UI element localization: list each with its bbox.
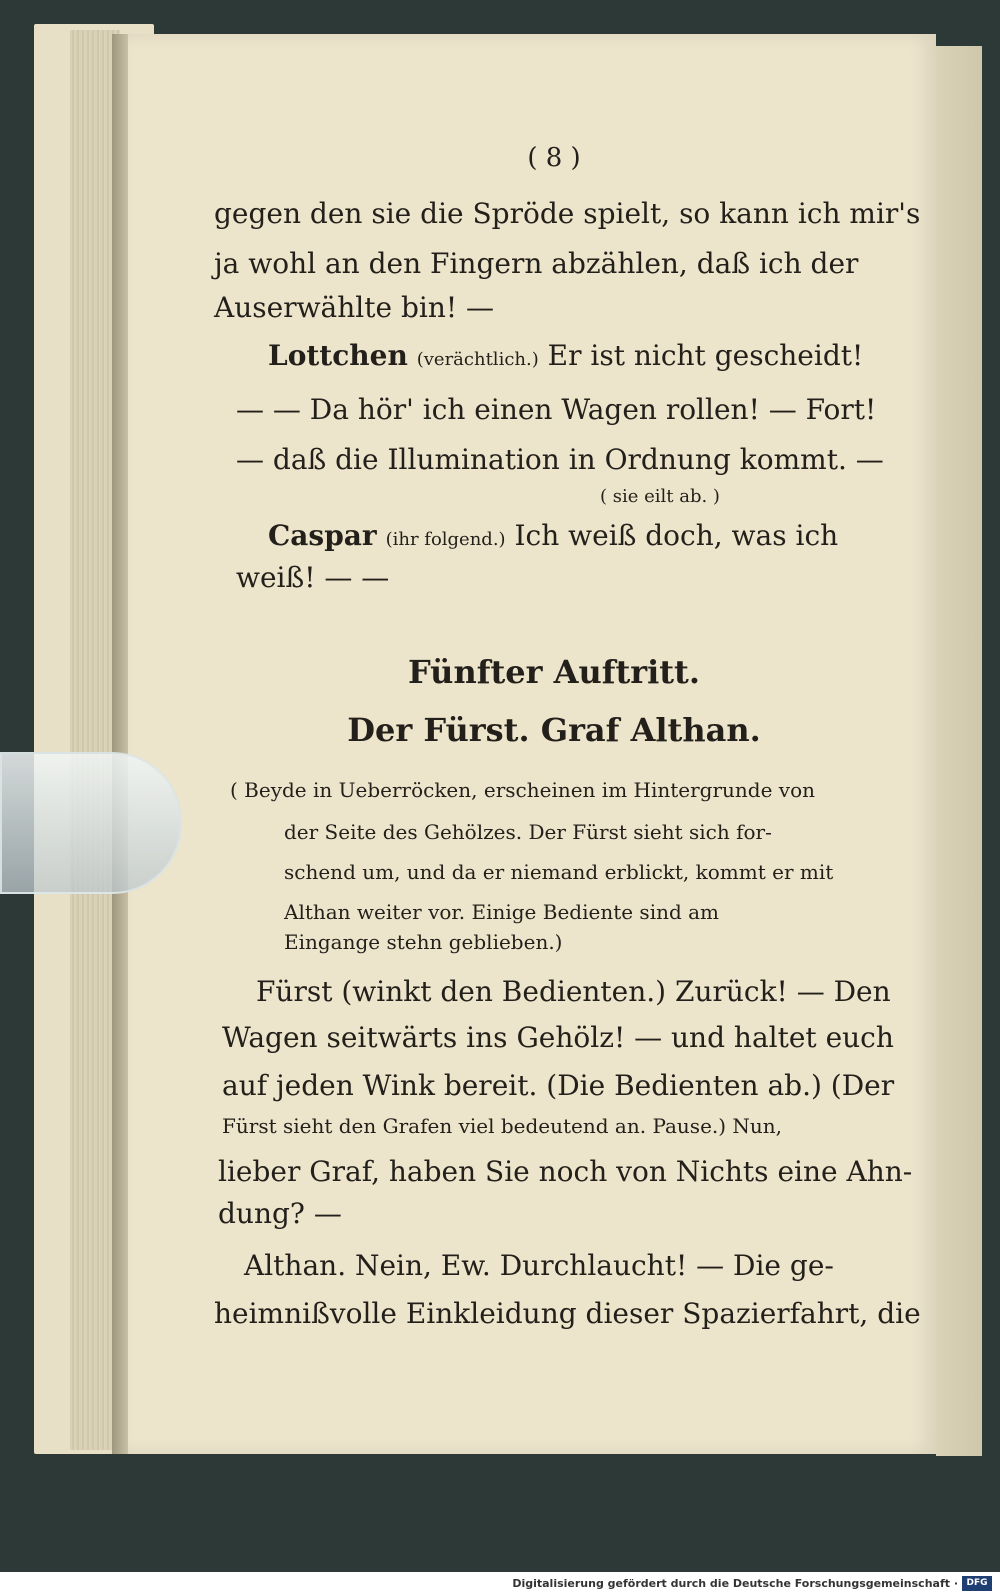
stage-direction-line: schend um, und da er niemand erblickt, kommt er mit (284, 860, 834, 884)
scene-title: Fünfter Auftritt. (408, 653, 700, 691)
scene-characters: Der Fürst. Graf Althan. (347, 711, 761, 749)
text-line: — — Da hör' ich einen Wagen rollen! — Fort! (236, 393, 877, 426)
text-line: Fürst (winkt den Bedienten.) Zurück! — Den (256, 975, 891, 1008)
caspar-speech (268, 519, 888, 552)
text-line: Auserwählte bin! — (214, 291, 495, 324)
text-line: — daß die Illumination in Ordnung kommt. — (236, 443, 884, 476)
text-line: ja wohl an den Fingern abzählen, daß ich der (214, 247, 859, 280)
text-line: weiß! — — (236, 561, 390, 594)
speaker-name: Lottchen (268, 339, 408, 372)
dfg-logo: DFG (962, 1576, 992, 1591)
stage-direction: (ihr folgend.) (385, 529, 506, 550)
lottchen-speech (268, 339, 888, 372)
stage-direction-line: Althan weiter vor. Einige Bediente sind am (284, 900, 720, 924)
stage-direction: (verächtlich.) (416, 349, 539, 370)
text-line: heimnißvolle Einkleidung dieser Spazierfahrt, die (214, 1297, 921, 1330)
stage-direction-line: der Seite des Gehölzes. Der Fürst sieht sich for- (284, 820, 772, 844)
stage-direction-line: Eingange stehn geblieben.) (284, 930, 563, 954)
exit-direction: ( sie eilt ab. ) (600, 486, 720, 507)
text-line: Fürst sieht den Grafen viel bedeutend an. Pause.) Nun, (222, 1114, 783, 1138)
text-line: dung? — (218, 1197, 342, 1230)
text-line: auf jeden Wink bereit. (Die Bedienten ab.) (Der (222, 1069, 895, 1102)
funding-credit: Digitalisierung gefördert durch die Deutsche Forschungsgemeinschaft · (512, 1577, 958, 1590)
speaker-name: Caspar (268, 519, 377, 552)
text-line: Althan. Nein, Ew. Durchlaucht! — Die ge- (244, 1249, 834, 1282)
text-line: Wagen seitwärts ins Gehölz! — und haltet euch (222, 1021, 894, 1054)
page-number: ( 8 ) (527, 143, 581, 173)
text-line: lieber Graf, haben Sie noch von Nichts eine Ahn- (218, 1155, 913, 1188)
speech-text: Ich weiß doch, was ich (514, 519, 839, 552)
text-line: gegen den sie die Spröde spielt, so kann ich mir's (214, 197, 921, 230)
footer-bar (0, 1572, 1000, 1596)
speech-text: Er ist nicht gescheidt! (547, 339, 864, 372)
stage-direction-line: ( Beyde in Ueberröcken, erscheinen im Hintergrunde von (230, 778, 816, 802)
glass-ruler (0, 752, 182, 894)
right-page-edge (936, 46, 982, 1456)
